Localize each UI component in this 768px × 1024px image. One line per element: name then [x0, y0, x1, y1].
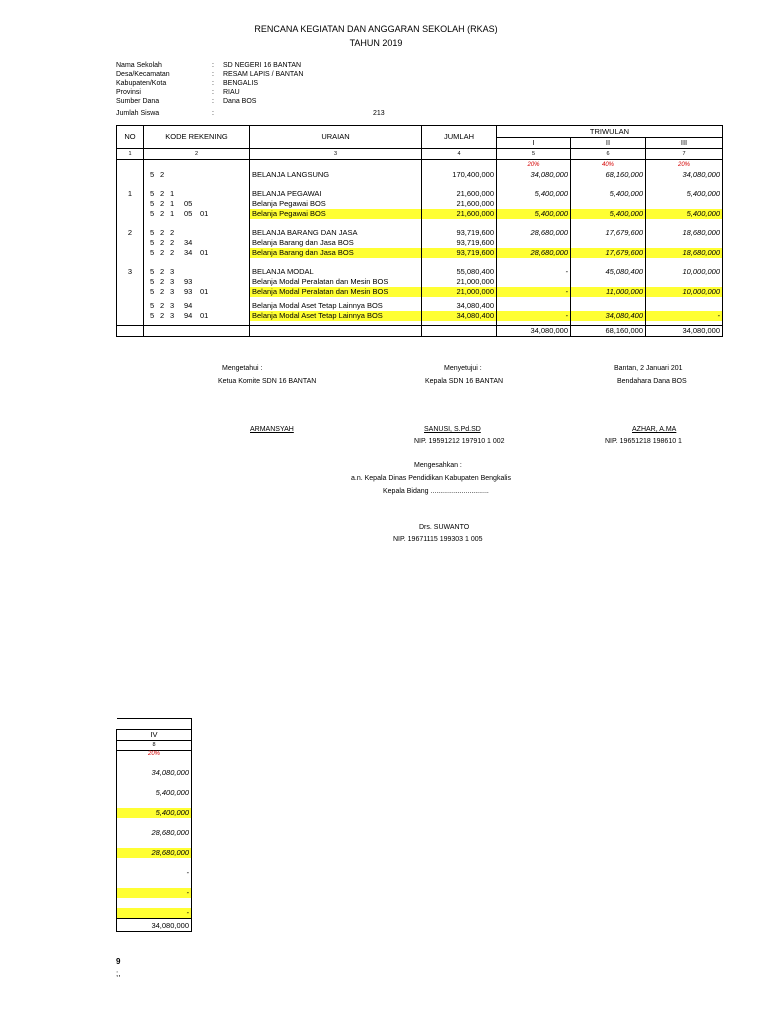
row-code — [144, 228, 250, 238]
row-t1 — [497, 301, 571, 311]
row-t1 — [497, 277, 571, 287]
row-uraian: BELANJA PEGAWAI — [250, 189, 422, 199]
row-code — [144, 311, 250, 321]
code-part: 3 — [170, 277, 175, 286]
iv-value: 34,080,000 — [117, 758, 192, 778]
column-number: 2 — [144, 149, 250, 160]
row-jumlah: 93,719,600 — [422, 248, 497, 258]
column-number: 4 — [422, 149, 497, 160]
row-code — [144, 301, 250, 311]
code-part: 3 — [170, 267, 175, 276]
table-row — [117, 267, 723, 277]
row-jumlah: 21,600,000 — [422, 209, 497, 219]
row-t3: - — [646, 311, 723, 321]
header-t2: II — [571, 138, 646, 149]
row-t1 — [497, 199, 571, 209]
code-part: 5 — [150, 301, 155, 310]
code-part: 5 — [150, 267, 155, 276]
row-code — [144, 170, 250, 180]
row-uraian: Belanja Barang dan Jasa BOS — [250, 248, 422, 258]
row-t2 — [571, 277, 646, 287]
row-jumlah: 21,600,000 — [422, 199, 497, 209]
row-jumlah: 55,080,400 — [422, 267, 497, 277]
header-no: NO — [117, 126, 144, 149]
iv-value: 5,400,000 — [117, 778, 192, 798]
iv-header: IV — [117, 730, 192, 741]
info-value: SD NEGERI 16 BANTAN — [223, 62, 302, 69]
rkas-table — [116, 125, 723, 337]
row-t2 — [571, 301, 646, 311]
row-t2: 17,679,600 — [571, 228, 646, 238]
column-number: 7 — [646, 149, 723, 160]
code-part: 2 — [160, 199, 165, 208]
info-label: Desa/Kecamatan — [116, 71, 170, 78]
table-row — [117, 189, 723, 199]
row-no — [117, 209, 144, 219]
code-part: 2 — [160, 267, 165, 276]
code-part: 5 — [150, 311, 155, 320]
info-label: Jumlah Siswa — [116, 110, 160, 117]
code-part: 94 — [184, 301, 193, 310]
fragment-nine: 9 — [116, 957, 121, 966]
total-t3: 34,080,000 — [646, 326, 723, 337]
total-t1: 34,080,000 — [497, 326, 571, 337]
table-row — [117, 248, 723, 258]
row-code — [144, 189, 250, 199]
header-kode: KODE REKENING — [144, 126, 250, 149]
overflow-column-iv — [116, 718, 192, 932]
column-number: 1 — [117, 149, 144, 160]
code-part: 93 — [184, 277, 193, 286]
row-t2: 11,000,000 — [571, 287, 646, 297]
code-part: 05 — [184, 209, 193, 218]
code-part: 5 — [150, 209, 155, 218]
code-part: 2 — [160, 170, 165, 179]
row-no — [117, 277, 144, 287]
row-jumlah: 170,400,000 — [422, 170, 497, 180]
code-part: 2 — [160, 189, 165, 198]
code-part: 05 — [184, 199, 193, 208]
row-t3: 10,000,000 — [646, 267, 723, 277]
code-part: 3 — [170, 287, 175, 296]
table-row — [117, 311, 723, 321]
mid-label: Menyetujui : — [444, 365, 482, 372]
code-part: 5 — [150, 238, 155, 247]
row-no — [117, 311, 144, 321]
row-uraian: Belanja Modal Aset Tetap Lainnya BOS — [250, 301, 422, 311]
info-sep: : — [212, 80, 214, 87]
code-part: 01 — [200, 209, 209, 218]
row-t1 — [497, 238, 571, 248]
total-t2: 68,160,000 — [571, 326, 646, 337]
row-no — [117, 238, 144, 248]
row-uraian: BELANJA BARANG DAN JASA — [250, 228, 422, 238]
center-label: Mengesahkan : — [414, 462, 462, 469]
row-jumlah: 21,600,000 — [422, 189, 497, 199]
code-part: 5 — [150, 199, 155, 208]
mid-nip: NIP. 19591212 197910 1 002 — [414, 438, 505, 445]
left-label: Mengetahui : — [222, 365, 263, 372]
row-no — [117, 170, 144, 180]
code-part: 5 — [150, 287, 155, 296]
code-part: 01 — [200, 248, 209, 257]
row-t1: 28,680,000 — [497, 228, 571, 238]
code-part: 2 — [160, 228, 165, 237]
percent-t1: 20% — [497, 160, 571, 171]
code-part: 2 — [170, 238, 175, 247]
row-t1: - — [497, 311, 571, 321]
row-t2: 68,160,000 — [571, 170, 646, 180]
iv-value: - — [117, 858, 192, 878]
code-part: 01 — [200, 311, 209, 320]
row-t1: - — [497, 267, 571, 277]
row-uraian: Belanja Pegawai BOS — [250, 199, 422, 209]
row-t2 — [571, 199, 646, 209]
row-jumlah: 34,080,400 — [422, 301, 497, 311]
info-sep: : — [212, 71, 214, 78]
header-t1: I — [497, 138, 571, 149]
info-sep: : — [212, 89, 214, 96]
row-code — [144, 209, 250, 219]
row-jumlah: 93,719,600 — [422, 238, 497, 248]
code-part: 94 — [184, 311, 193, 320]
row-uraian: Belanja Modal Peralatan dan Mesin BOS — [250, 287, 422, 297]
row-t1: 28,680,000 — [497, 248, 571, 258]
percent-row — [117, 160, 723, 171]
row-t2: 45,080,400 — [571, 267, 646, 277]
column-number: 3 — [250, 149, 422, 160]
row-t2: 5,400,000 — [571, 209, 646, 219]
code-part: 1 — [170, 189, 175, 198]
row-t3 — [646, 199, 723, 209]
row-uraian: BELANJA LANGSUNG — [250, 170, 422, 180]
column-number: 5 — [497, 149, 571, 160]
table-row — [117, 277, 723, 287]
info-label: Nama Sekolah — [116, 62, 162, 69]
iv-value: 28,680,000 — [117, 838, 192, 858]
code-part: 5 — [150, 170, 155, 179]
row-jumlah: 21,000,000 — [422, 287, 497, 297]
row-no: 3 — [117, 267, 144, 277]
row-no: 1 — [117, 189, 144, 199]
code-part: 2 — [160, 311, 165, 320]
info-sep: : — [212, 62, 214, 69]
row-t2: 5,400,000 — [571, 189, 646, 199]
row-code — [144, 238, 250, 248]
iv-value: 34,080,000 — [117, 919, 192, 932]
code-part: 01 — [200, 287, 209, 296]
row-t3: 34,080,000 — [646, 170, 723, 180]
column-number-row — [117, 149, 723, 160]
row-code — [144, 267, 250, 277]
row-jumlah: 93,719,600 — [422, 228, 497, 238]
code-part: 34 — [184, 248, 193, 257]
info-value: RESAM LAPIS / BANTAN — [223, 71, 304, 78]
fragment-semicolon: ;, — [116, 969, 121, 978]
row-code — [144, 287, 250, 297]
row-t1: 5,400,000 — [497, 209, 571, 219]
percent-t3: 20% — [646, 160, 723, 171]
code-part: 2 — [160, 301, 165, 310]
mid-title: Kepala SDN 16 BANTAN — [425, 378, 504, 385]
center-nip: NIP. 19671115 199303 1 005 — [393, 536, 483, 543]
table-row — [117, 228, 723, 238]
info-value: RIAU — [223, 89, 240, 96]
info-label: Provinsi — [116, 89, 141, 96]
table-row — [117, 287, 723, 297]
code-part: 5 — [150, 228, 155, 237]
info-sep: : — [212, 98, 214, 105]
right-date: Bantan, 2 Januari 201 — [614, 365, 683, 372]
code-part: 3 — [170, 301, 175, 310]
code-part: 1 — [170, 209, 175, 218]
row-no — [117, 287, 144, 297]
row-t3 — [646, 301, 723, 311]
code-part: 2 — [160, 287, 165, 296]
info-label: Sumber Dana — [116, 98, 160, 105]
center-signer: Drs. SUWANTO — [419, 524, 470, 531]
row-jumlah: 34,080,400 — [422, 311, 497, 321]
row-uraian: Belanja Pegawai BOS — [250, 209, 422, 219]
row-uraian: BELANJA MODAL — [250, 267, 422, 277]
header-uraian: URAIAN — [250, 126, 422, 149]
code-part: 2 — [170, 248, 175, 257]
table-row — [117, 199, 723, 209]
doc-title: RENCANA KEGIATAN DAN ANGGARAN SEKOLAH (RKAS) — [254, 24, 498, 34]
row-t3: 18,680,000 — [646, 248, 723, 258]
table-row — [117, 301, 723, 311]
row-t3 — [646, 277, 723, 287]
code-part: 2 — [160, 209, 165, 218]
table-row — [117, 170, 723, 180]
left-signer: ARMANSYAH — [250, 426, 294, 433]
row-t2: 17,679,600 — [571, 248, 646, 258]
row-no: 2 — [117, 228, 144, 238]
iv-percent: 20% — [117, 751, 192, 759]
row-uraian: Belanja Barang dan Jasa BOS — [250, 238, 422, 248]
row-no — [117, 248, 144, 258]
right-nip: NIP. 19651218 198610 1 — [605, 438, 682, 445]
center-line2: Kepala Bidang .............................. — [383, 488, 489, 495]
row-t3: 10,000,000 — [646, 287, 723, 297]
row-t2 — [571, 238, 646, 248]
row-t3: 5,400,000 — [646, 209, 723, 219]
iv-col-number: 8 — [117, 741, 192, 751]
row-uraian: Belanja Modal Peralatan dan Mesin BOS — [250, 277, 422, 287]
info-value: BENGALIS — [223, 80, 259, 87]
code-part: 3 — [170, 311, 175, 320]
code-part: 2 — [160, 277, 165, 286]
table-row — [117, 238, 723, 248]
total-row — [117, 326, 723, 337]
left-title: Ketua Komite SDN 16 BANTAN — [218, 378, 317, 385]
code-part: 5 — [150, 248, 155, 257]
code-part: 1 — [170, 199, 175, 208]
percent-t2: 40% — [571, 160, 646, 171]
row-t1: - — [497, 287, 571, 297]
right-signer: AZHAR, A.MA — [632, 426, 677, 433]
code-part: 34 — [184, 238, 193, 247]
code-part: 2 — [160, 248, 165, 257]
row-jumlah: 21,000,000 — [422, 277, 497, 287]
center-line1: a.n. Kepala Dinas Pendidikan Kabupaten Bengkalis — [351, 475, 511, 482]
doc-year: TAHUN 2019 — [349, 38, 403, 48]
info-value: 213 — [373, 110, 385, 117]
row-code — [144, 199, 250, 209]
row-t3: 18,680,000 — [646, 228, 723, 238]
header-jumlah: JUMLAH — [422, 126, 497, 149]
iv-value: - — [117, 878, 192, 898]
row-no — [117, 199, 144, 209]
row-t1: 34,080,000 — [497, 170, 571, 180]
row-t2: 34,080,400 — [571, 311, 646, 321]
row-code — [144, 277, 250, 287]
info-label: Kabupaten/Kota — [116, 80, 167, 87]
header-triwulan: TRIWULAN — [497, 126, 723, 138]
code-part: 2 — [170, 228, 175, 237]
info-sep: : — [212, 110, 214, 117]
right-title: Bendahara Dana BOS — [617, 378, 687, 385]
row-t1: 5,400,000 — [497, 189, 571, 199]
row-uraian: Belanja Modal Aset Tetap Lainnya BOS — [250, 311, 422, 321]
mid-signer: SANUSI, S.Pd.SD — [424, 426, 481, 433]
table-row — [117, 209, 723, 219]
code-part: 5 — [150, 189, 155, 198]
row-code — [144, 248, 250, 258]
code-part: 93 — [184, 287, 193, 296]
iv-value: 5,400,000 — [117, 798, 192, 818]
iv-value: - — [117, 898, 192, 919]
code-part: 5 — [150, 277, 155, 286]
row-no — [117, 301, 144, 311]
header-t3: III — [646, 138, 723, 149]
row-t3: 5,400,000 — [646, 189, 723, 199]
column-number: 6 — [571, 149, 646, 160]
row-t3 — [646, 238, 723, 248]
info-value: Dana BOS — [223, 98, 257, 105]
iv-value: 28,680,000 — [117, 818, 192, 838]
code-part: 2 — [160, 238, 165, 247]
